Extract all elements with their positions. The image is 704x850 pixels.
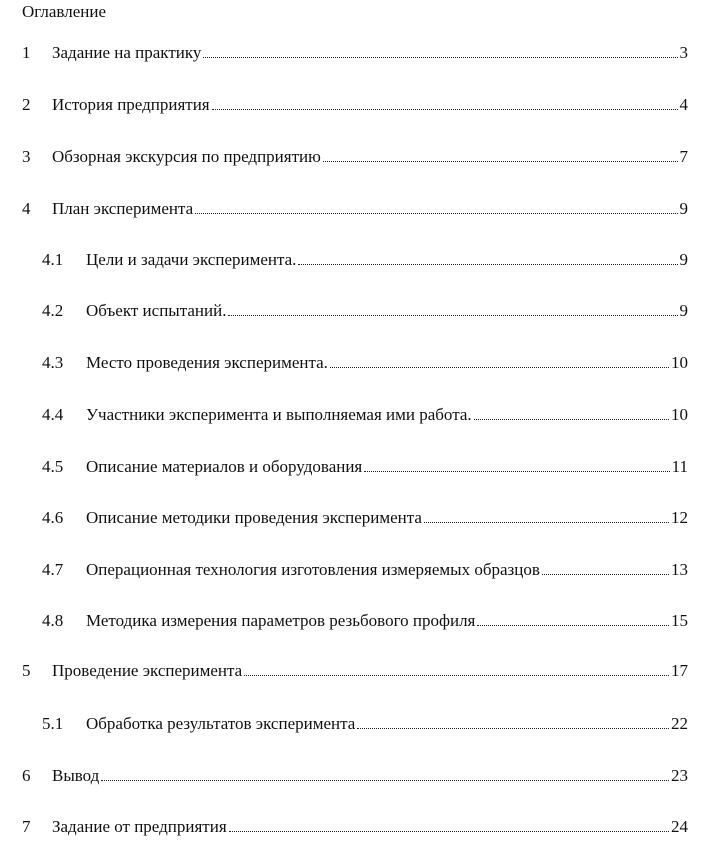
toc-entry-title: План эксперимента <box>52 199 194 218</box>
toc-entry-title: Обработка результатов эксперимента <box>86 714 356 733</box>
toc-entry-page: 22 <box>671 714 688 733</box>
toc-entry-page: 11 <box>671 457 688 476</box>
toc-entry-number: 4.1 <box>42 250 64 269</box>
toc-entry-number: 4 <box>22 199 31 218</box>
toc-entry-4-4[interactable] <box>42 405 688 425</box>
toc-entry-title: Место проведения эксперимента. <box>86 353 328 372</box>
toc-entry-4-1[interactable] <box>42 250 688 270</box>
toc-entry-page: 13 <box>671 560 688 579</box>
toc-dot-leader <box>323 161 678 162</box>
toc-entry-number: 4.6 <box>42 508 64 527</box>
toc-entry-6[interactable] <box>22 766 688 786</box>
toc-entry-4-3[interactable] <box>42 353 688 373</box>
toc-entry-4-7[interactable] <box>42 560 688 580</box>
toc-entry-page: 9 <box>679 199 688 218</box>
toc-entry-number: 7 <box>22 817 31 836</box>
toc-entry-title: Объект испытаний. <box>86 301 227 320</box>
toc-entry-number: 4.7 <box>42 560 64 579</box>
toc-dot-leader <box>424 522 669 523</box>
toc-entry-title: Участники эксперимента и выполняемая ими работа. <box>86 405 472 424</box>
toc-entry-number: 6 <box>22 766 31 785</box>
toc-entry-page: 10 <box>671 405 688 424</box>
toc-entry-page: 3 <box>679 43 688 62</box>
toc-entry-page: 12 <box>671 508 688 527</box>
toc-entry-title: Цели и задачи эксперимента. <box>86 250 297 269</box>
toc-entry-4-6[interactable] <box>42 508 688 528</box>
toc-entry-4-5[interactable] <box>42 457 688 477</box>
toc-dot-leader <box>474 419 669 420</box>
toc-entry-number: 4.3 <box>42 353 64 372</box>
toc-dot-leader <box>477 625 669 626</box>
toc-dot-leader <box>364 471 669 472</box>
toc-entry-title: Вывод <box>52 766 100 785</box>
toc-entry-page: 7 <box>679 147 688 166</box>
toc-heading: Оглавление <box>22 2 106 21</box>
toc-dot-leader <box>330 367 669 368</box>
toc-entry-4[interactable] <box>22 199 688 219</box>
toc-entry-title: Задание от предприятия <box>52 817 227 836</box>
toc-entry-number: 5 <box>22 661 31 680</box>
toc-entry-title: История предприятия <box>52 95 210 114</box>
toc-dot-leader <box>203 57 677 58</box>
toc-entry-title: Описание материалов и оборудования <box>86 457 363 476</box>
toc-entry-number: 3 <box>22 147 31 166</box>
toc-entry-1[interactable] <box>22 43 688 63</box>
toc-entry-number: 2 <box>22 95 31 114</box>
toc-entry-number: 5.1 <box>42 714 64 733</box>
toc-entry-title: Задание на практику <box>52 43 202 62</box>
toc-entry-title: Обзорная экскурсия по предприятию <box>52 147 321 166</box>
toc-entry-title: Проведение эксперимента <box>52 661 243 680</box>
toc-entry-page: 23 <box>671 766 688 785</box>
toc-dot-leader <box>212 109 678 110</box>
toc-entry-number: 4.8 <box>42 611 64 630</box>
toc-entry-page: 10 <box>671 353 688 372</box>
toc-entry-page: 9 <box>679 301 688 320</box>
toc-dot-leader <box>298 264 677 265</box>
toc-entry-title: Операционная технология изготовления измеряемых образцов <box>86 560 540 579</box>
toc-entry-page: 9 <box>679 250 688 269</box>
toc-entry-5[interactable] <box>22 661 688 681</box>
toc-entry-title: Методика измерения параметров резьбового профиля <box>86 611 476 630</box>
toc-dot-leader <box>101 780 669 781</box>
toc-entry-number: 4.4 <box>42 405 64 424</box>
toc-entry-number: 4.5 <box>42 457 64 476</box>
toc-entry-4-8[interactable] <box>42 611 688 631</box>
toc-entry-4-2[interactable] <box>42 301 688 321</box>
toc-entry-page: 4 <box>679 95 688 114</box>
toc-entry-number: 4.2 <box>42 301 64 320</box>
toc-dot-leader <box>195 213 677 214</box>
toc-dot-leader <box>229 831 669 832</box>
toc-entry-2[interactable] <box>22 95 688 115</box>
toc-dot-leader <box>542 574 669 575</box>
toc-dot-leader <box>244 675 669 676</box>
toc-entry-7[interactable] <box>22 817 688 837</box>
toc-entry-3[interactable] <box>22 147 688 167</box>
toc-entry-5-1[interactable] <box>42 714 688 734</box>
toc-entry-title: Описание методики проведения эксперимента <box>86 508 422 527</box>
toc-entry-page: 15 <box>671 611 688 630</box>
toc-entry-page: 17 <box>671 661 688 680</box>
toc-dot-leader <box>228 315 677 316</box>
toc-dot-leader <box>357 728 669 729</box>
toc-entry-number: 1 <box>22 43 31 62</box>
toc-entry-page: 24 <box>671 817 688 836</box>
